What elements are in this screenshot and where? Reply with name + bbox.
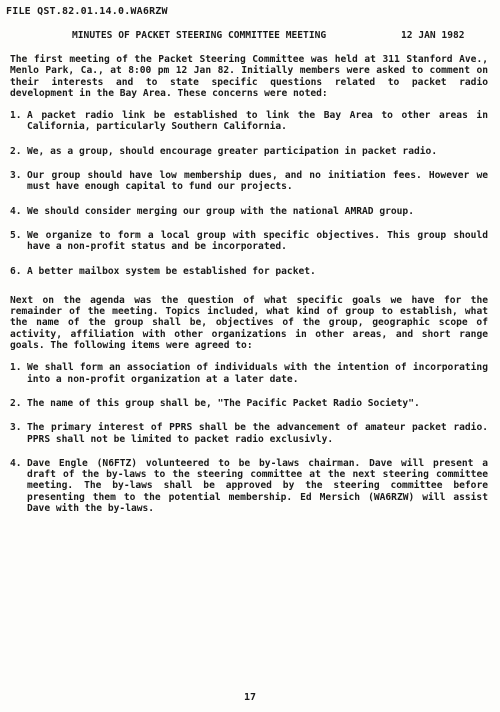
item-text: The primary interest of PPRS shall be the advancement of amateur packet radio. PPRS shall not be limited to packet radio exclusivly. [27, 422, 488, 445]
document-title: MINUTES OF PACKET STEERING COMMITTEE MEETING [72, 30, 327, 41]
item-number: 3. [10, 170, 22, 182]
item-text: We shall form an association of individuals with the intention of incorporating into a non-profit organization at a later date. [27, 362, 488, 385]
item-text: Dave Engle (N6FTZ) volunteered to be by-laws chairman. Dave will present a draft of the by-laws to the steering committee at the next steering committee meeting. The by-laws shall be approved by the steering committee before presenting them to the potential membership. Ed Mersich (WA6RZW) will assist Dave with the by-laws. [27, 457, 488, 515]
agreed-item [10, 398, 488, 409]
concern-item [10, 230, 488, 253]
item-number: 2. [10, 145, 22, 157]
agreed-item [10, 362, 488, 385]
item-number: 3. [10, 422, 22, 434]
item-number: 4. [10, 457, 22, 469]
item-number: 1. [10, 110, 22, 122]
document-body [10, 54, 488, 514]
page-number: 17 [243, 692, 257, 703]
agreed-item [10, 422, 488, 445]
item-text: We should consider merging our group with the national AMRAD group. [27, 205, 414, 217]
concern-item [10, 266, 488, 277]
item-text: A packet radio link be established to link the Bay Area to other areas in California, particularly Southern California. [27, 110, 488, 133]
item-text: We, as a group, should encourage greater participation in packet radio. [27, 145, 438, 157]
item-number: 4. [10, 205, 22, 217]
item-number: 6. [10, 265, 22, 277]
agreed-item [10, 458, 488, 514]
concern-item [10, 170, 488, 193]
intro-paragraph: The first meeting of the Packet Steering Committee was held at 311 Stanford Ave., Menlo Park, Ca., at 8:00 pm 12 Jan 82. Initially members were asked to comment on their interests and to state specific questions related to packet radio development in the Bay Area. These concerns were noted: [10, 54, 488, 99]
file-identifier: FILE QST.82.01.14.0.WA6RZW [6, 6, 168, 17]
item-text: The name of this group shall be, "The Pacific Packet Radio Society". [27, 397, 420, 409]
concern-item [10, 110, 488, 133]
agenda-paragraph: Next on the agenda was the question of what specific goals we have for the remainder of the meeting. Topics included, what kind of group to establish, what the name of the group shall be, objectives of the group, geographic scope of activity, affiliation with other organizations in other areas, and short range goals. The following items were agreed to: [10, 294, 488, 352]
item-number: 2. [10, 397, 22, 409]
item-number: 1. [10, 362, 22, 374]
concern-item [10, 146, 488, 157]
concern-item [10, 206, 488, 217]
document-date: 12 JAN 1982 [401, 30, 465, 41]
item-text: We organize to form a local group with specific objectives. This group should have a non-profit status and be incorporated. [27, 229, 488, 253]
item-text: A better mailbox system be established for packet. [27, 265, 316, 277]
item-text: Our group should have low membership dues, and no initiation fees. However we must have enough capital to fund our projects. [27, 170, 488, 193]
item-number: 5. [10, 229, 22, 241]
